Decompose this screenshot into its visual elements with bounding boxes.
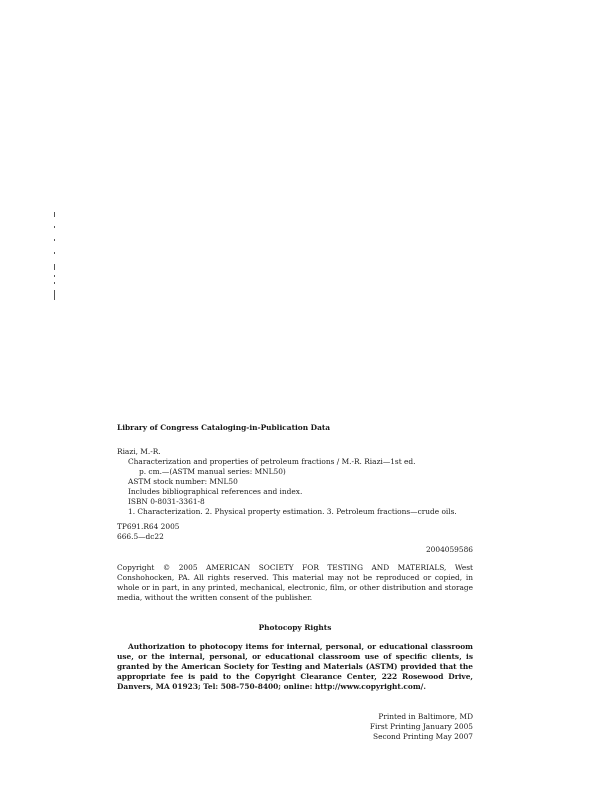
cip-subjects: 1. Characterization. 2. Physical property estimation. 3. Petroleum fractions—crude oils. (128, 507, 457, 516)
cip-stock-number: ASTM stock number: MNL50 (128, 477, 238, 486)
dewey-number: 666.5—dc22 (117, 532, 164, 541)
second-printing: Second Printing May 2007 (373, 732, 473, 741)
cip-heading: Library of Congress Cataloging-in-Publication Data (117, 423, 331, 432)
printed-location: Printed in Baltimore, MD (378, 712, 473, 721)
printing-info (117, 712, 473, 742)
cip-classification (117, 522, 473, 542)
copyright-notice: Copyright © 2005 AMERICAN SOCIETY FOR TESTING AND MATERIALS, West Conshohocken, PA. All rights reserved. This material may not be reproduced or copied, in whole or in part, in any printed, mechanical, electronic, film, or other distribution and storage media, without the written consent of the publisher. (117, 563, 473, 602)
cip-author: Riazi, M.-R. (117, 447, 161, 456)
lccn: 2004059586 (425, 545, 473, 554)
cip-title-statement: Characterization and properties of petroleum fractions / M.-R. Riazi—1st ed. (128, 457, 416, 466)
lc-call-number: TP691.R64 2005 (117, 522, 180, 531)
cip-notes: Includes bibliographical references and index. (128, 487, 303, 496)
cip-physical-description: p. cm.—(ASTM manual series: MNL50) (139, 467, 286, 476)
photocopy-heading: Photocopy Rights (258, 623, 332, 632)
photocopy-text: Authorization to photocopy items for internal, personal, or educational classroom use, or the internal, personal, or educational classroom use of specific clients, is granted by the American Society for Testing and Materials (ASTM) provided that the appropriate fee is paid to the Copyright Clearance Center, 222 Rosewood Drive, Danvers, MA 01923; Tel: 508-750-8400; online: http://www.copyright.com/. (117, 642, 473, 691)
photocopy-body (117, 642, 473, 692)
cip-entry (117, 447, 473, 517)
first-printing: First Printing January 2005 (369, 722, 473, 731)
margin-marks (52, 212, 60, 302)
cip-isbn: ISBN 0-8031-3361-8 (128, 497, 205, 506)
